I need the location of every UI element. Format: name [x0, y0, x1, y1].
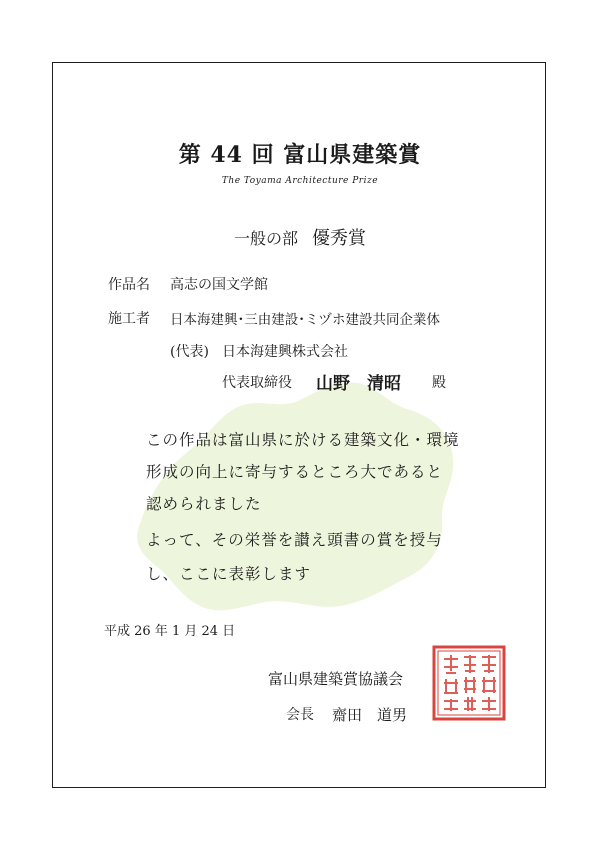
- body-line-2: 形成の向上に寄与するところ大であると: [146, 463, 444, 481]
- body-line-1: この作品は富山県に於ける建築文化・環境: [146, 431, 460, 449]
- category-label: 一般の部: [233, 229, 298, 248]
- official-seal-stamp: [432, 645, 506, 721]
- issuer-name: 富山県建築賞協議会: [268, 670, 404, 688]
- chair-label: 会長: [286, 707, 314, 723]
- work-label: 作品名: [108, 277, 150, 293]
- honorific: 殿: [432, 375, 446, 391]
- issue-date: 平成 26 年 1 月 24 日: [104, 624, 236, 639]
- body-line-3: 認められました: [146, 495, 262, 513]
- representative-name: 山野 清昭: [316, 374, 401, 394]
- work-name: 高志の国文学館: [170, 277, 268, 293]
- builder-name: 日本海建興･三由建設･ミヅホ建設共同企業体: [170, 312, 440, 328]
- award-category: [0, 224, 600, 250]
- award-name: 優秀賞: [312, 228, 366, 249]
- representative-company: 日本海建興株式会社: [222, 344, 348, 360]
- builder-label: 施工者: [108, 311, 150, 327]
- body-line-4: よって、その栄誉を讃え頭書の賞を授与: [146, 531, 443, 549]
- certificate-title: 第 44 回 富山県建築賞: [178, 142, 422, 168]
- certificate-subtitle: The Toyama Architecture Prize: [221, 176, 379, 186]
- representative-title: 代表取締役: [222, 375, 292, 391]
- body-line-5: し、ここに表彰します: [146, 565, 312, 583]
- chair-name: 齋田 道男: [332, 706, 408, 724]
- representative-label: (代表): [170, 344, 209, 360]
